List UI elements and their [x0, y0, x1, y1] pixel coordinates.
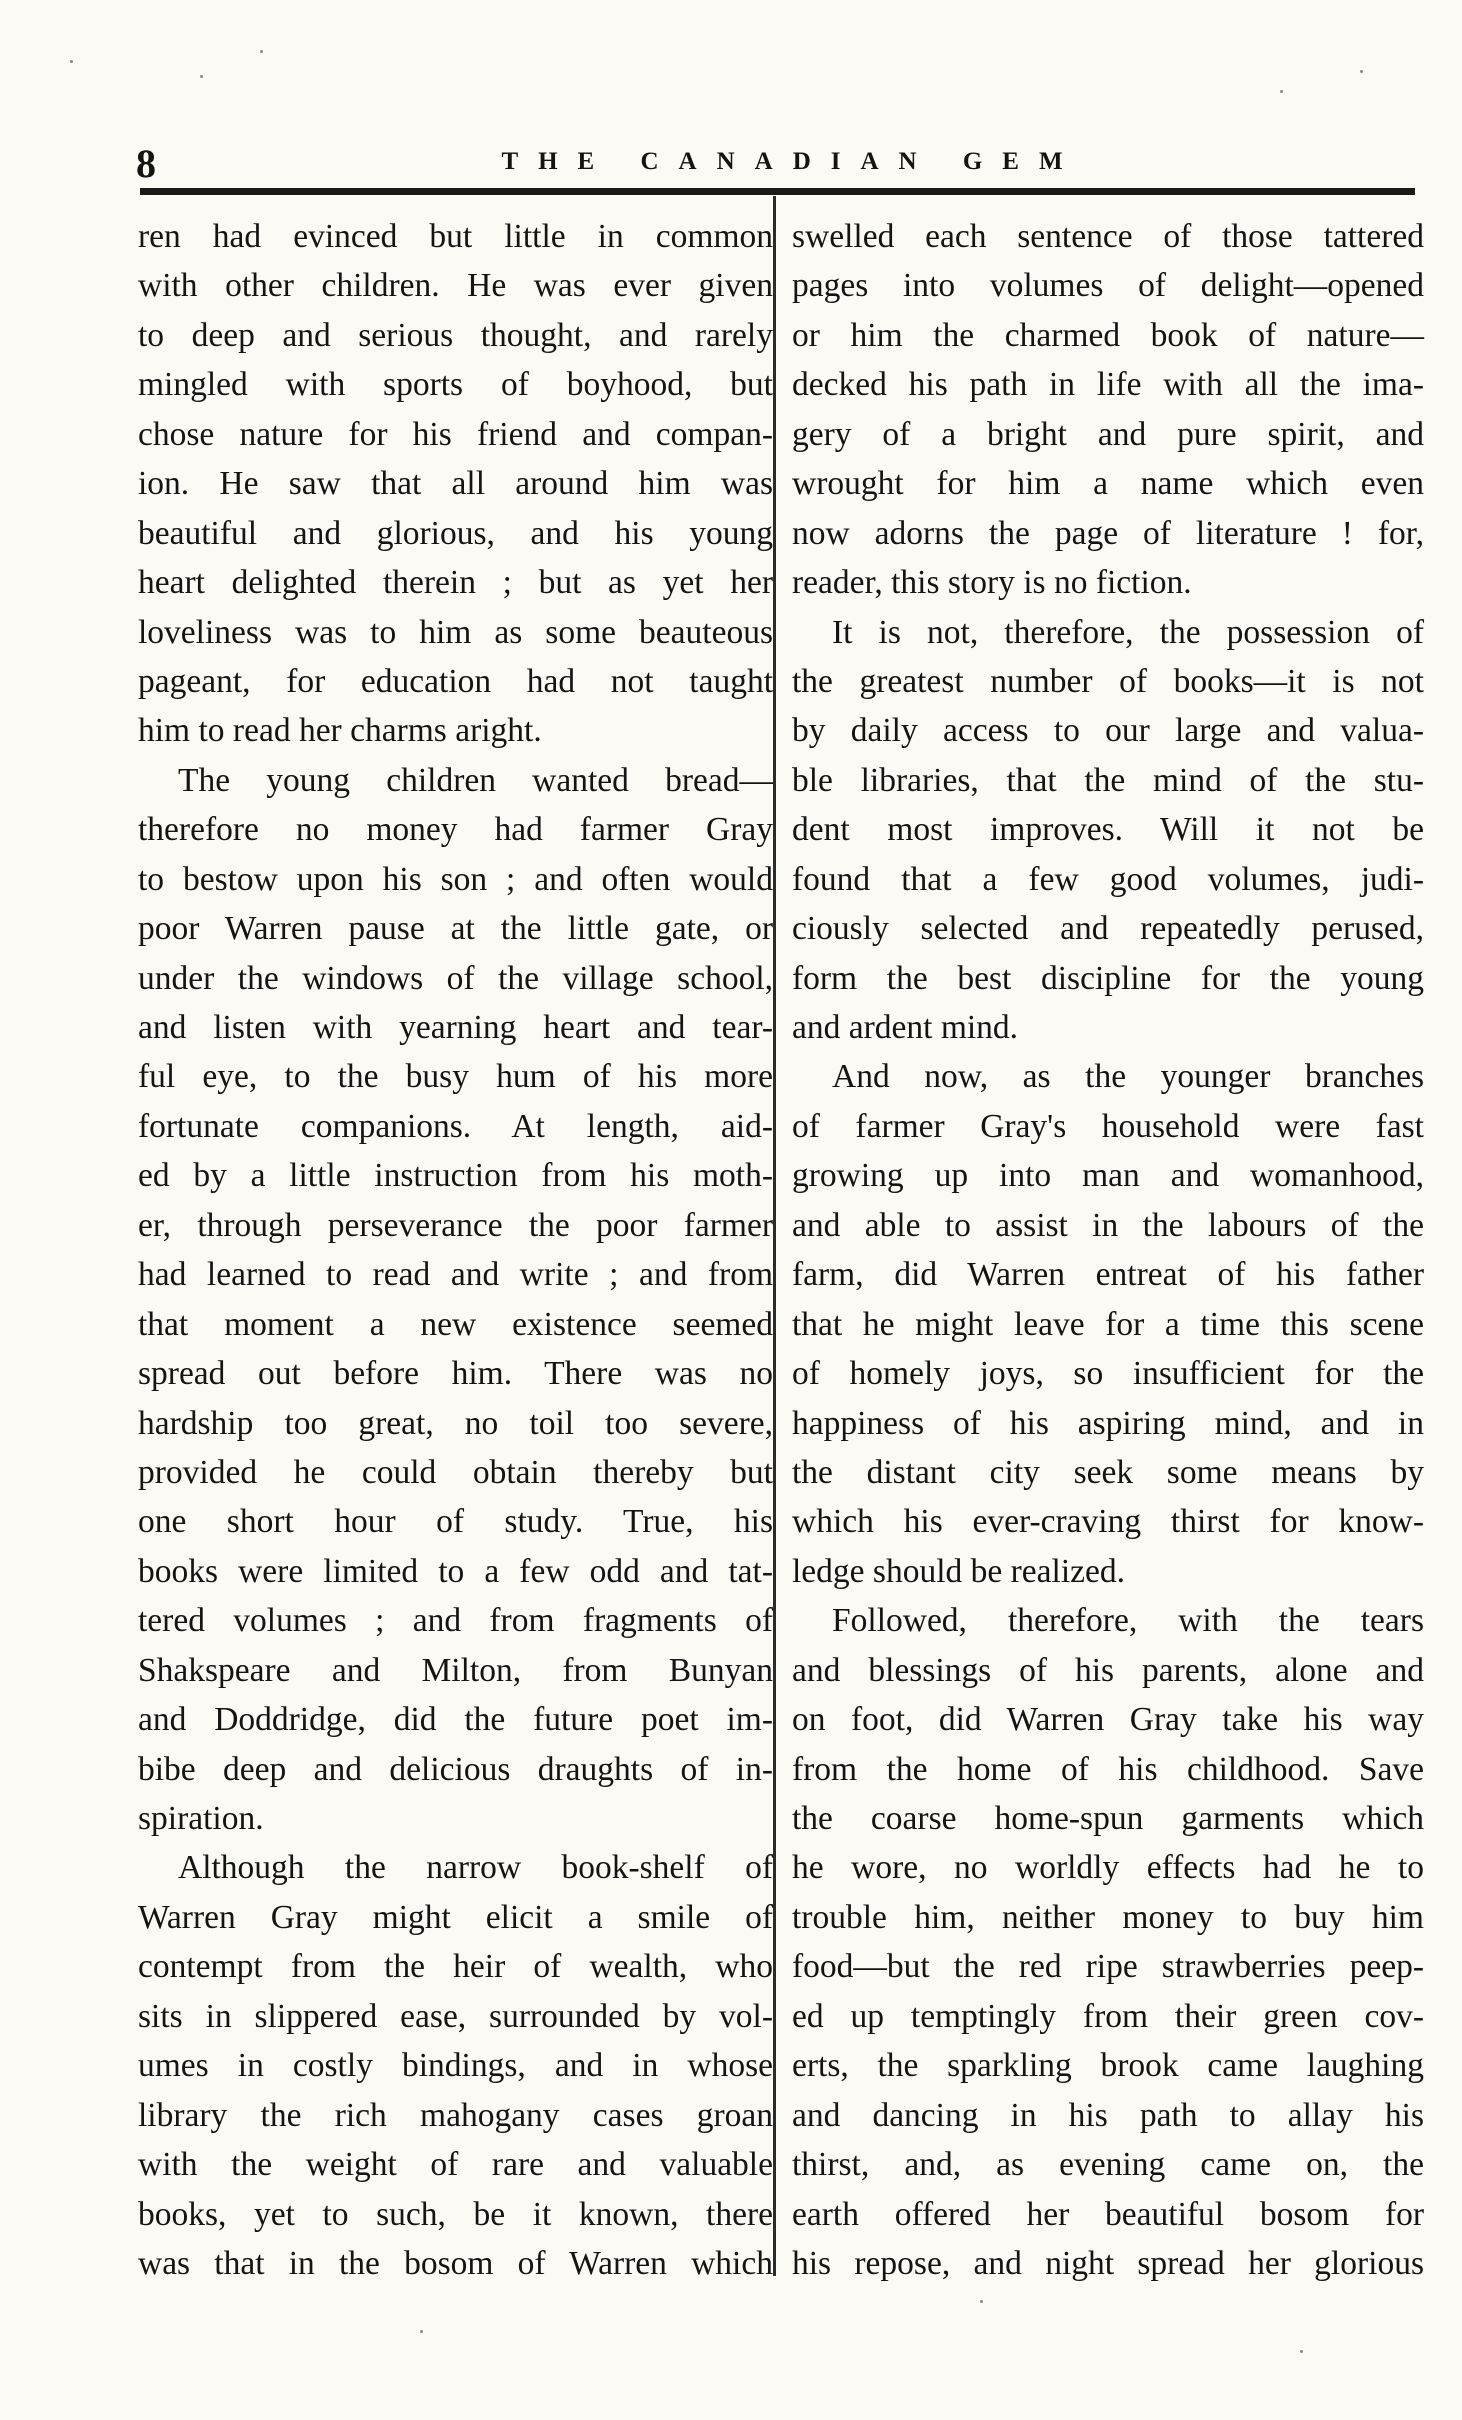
- text-line: on foot, did Warren Gray take his way: [792, 1701, 1424, 1739]
- text-line: wrought for him a name which even: [792, 465, 1424, 503]
- text-line: that moment a new existence seemed: [138, 1305, 773, 1343]
- text-line: form the best discipline for the young: [792, 959, 1424, 997]
- text-line: Followed, therefore, with the tears: [832, 1602, 1424, 1640]
- scan-speck: [980, 2300, 983, 2303]
- text-line: and listen with yearning heart and tear-: [138, 1009, 773, 1046]
- text-line: gery of a bright and pure spirit, and: [792, 415, 1424, 453]
- text-line: that he might leave for a time this scene: [792, 1305, 1424, 1343]
- text-line: the coarse home-spun garments which: [792, 1800, 1424, 1837]
- text-line: It is not, therefore, the possession of: [832, 613, 1424, 651]
- text-line: er, through perseverance the poor farmer: [138, 1206, 773, 1244]
- text-line: under the windows of the village school,: [138, 959, 773, 997]
- text-line: umes in costly bindings, and in whose: [138, 2047, 773, 2085]
- text-line: one short hour of study. True, his: [138, 1503, 773, 1541]
- scan-speck: [1280, 90, 1283, 93]
- text-line: and Doddridge, did the future poet im-: [138, 1701, 773, 1739]
- text-line: of homely joys, so insufficient for the: [792, 1355, 1424, 1393]
- text-line: ciously selected and repeatedly perused,: [792, 910, 1424, 948]
- text-line: contempt from the heir of wealth, who: [138, 1948, 773, 1986]
- text-line: fortunate companions. At length, aid-: [138, 1107, 773, 1145]
- text-line: spiration.: [138, 1800, 264, 1837]
- text-line: he wore, no worldly effects had he to: [792, 1849, 1424, 1887]
- text-line: reader, this story is no fiction.: [792, 564, 1192, 602]
- page-header: [132, 140, 1422, 184]
- text-line: dent most improves. Will it not be: [792, 811, 1424, 849]
- text-line: ledge should be realized.: [792, 1552, 1126, 1590]
- text-line: found that a few good volumes, judi-: [792, 860, 1424, 898]
- text-line: provided he could obtain thereby but: [138, 1453, 773, 1491]
- text-line: tered volumes ; and from fragments of: [138, 1602, 773, 1640]
- text-line: thirst, and, as evening came on, the: [792, 2146, 1424, 2184]
- text-line: library the rich mahogany cases groan: [138, 2096, 773, 2134]
- left-column: [138, 212, 773, 2288]
- text-line: food—but the red ripe strawberries peep-: [792, 1948, 1424, 1986]
- text-line: from the home of his childhood. Save: [792, 1750, 1424, 1788]
- text-line: with the weight of rare and valuable: [138, 2146, 773, 2184]
- text-line: farm, did Warren entreat of his father: [792, 1256, 1424, 1294]
- text-line: and blessings of his parents, alone and: [792, 1651, 1424, 1689]
- text-line: was that in the bosom of Warren which: [138, 2244, 773, 2282]
- text-line: ion. He saw that all around him was: [138, 465, 773, 503]
- text-line: or him the charmed book of nature—: [792, 316, 1424, 354]
- text-line: bibe deep and delicious draughts of in-: [138, 1750, 773, 1788]
- text-line: ble libraries, that the mind of the stu-: [792, 761, 1424, 799]
- text-line: Shakspeare and Milton, from Bunyan: [138, 1651, 773, 1689]
- text-line: to bestow upon his son ; and often would: [138, 860, 773, 898]
- text-line: ren had evinced but little in common: [138, 218, 773, 255]
- text-line: the greatest number of books—it is not: [792, 662, 1424, 700]
- text-line: poor Warren pause at the little gate, or: [138, 910, 773, 948]
- text-line: loveliness was to him as some beauteous: [138, 613, 773, 651]
- text-line: erts, the sparkling brook came laughing: [792, 2047, 1424, 2085]
- text-line: swelled each sentence of those tattered: [792, 218, 1424, 255]
- text-line: earth offered her beautiful bosom for: [792, 2195, 1424, 2233]
- text-line: decked his path in life with all the ima-: [792, 366, 1424, 404]
- text-line: had learned to read and write ; and from: [138, 1256, 773, 1294]
- text-line: happiness of his aspiring mind, and in: [792, 1404, 1424, 1442]
- scan-speck: [70, 60, 73, 63]
- text-line: And now, as the younger branches: [832, 1058, 1424, 1096]
- text-line: heart delighted therein ; but as yet her: [138, 564, 773, 602]
- text-line: books were limited to a few odd and tat-: [138, 1552, 773, 1590]
- text-line: sits in slippered ease, surrounded by vol-: [138, 1997, 773, 2035]
- text-line: and dancing in his path to allay his: [792, 2096, 1424, 2134]
- text-line: to deep and serious thought, and rarely: [138, 316, 773, 354]
- right-column: [792, 212, 1424, 2288]
- text-line: and ardent mind.: [792, 1009, 1019, 1046]
- text-line: ed by a little instruction from his moth-: [138, 1157, 773, 1195]
- text-line: with other children. He was ever given: [138, 267, 773, 305]
- text-line: ful eye, to the busy hum of his more: [138, 1058, 773, 1096]
- text-line: spread out before him. There was no: [138, 1355, 773, 1393]
- running-title: THE CANADIAN GEM: [501, 148, 1083, 175]
- scan-speck: [260, 50, 263, 53]
- scan-speck: [1360, 70, 1363, 73]
- text-line: pageant, for education had not taught: [138, 662, 773, 700]
- text-line: therefore no money had farmer Gray: [138, 811, 773, 849]
- text-line: chose nature for his friend and compan-: [138, 415, 773, 453]
- text-line: the distant city seek some means by: [792, 1453, 1424, 1491]
- text-line: and able to assist in the labours of the: [792, 1206, 1424, 1244]
- text-line: The young children wanted bread—: [178, 761, 773, 799]
- text-line: hardship too great, no toil too severe,: [138, 1404, 773, 1442]
- text-line: mingled with sports of boyhood, but: [138, 366, 773, 404]
- page-number: 8: [136, 141, 156, 186]
- scan-speck: [1300, 2350, 1303, 2353]
- scan-speck: [420, 2330, 423, 2333]
- text-line: his repose, and night spread her glorious: [792, 2244, 1424, 2282]
- text-line: beautiful and glorious, and his young: [138, 514, 773, 552]
- text-line: of farmer Gray's household were fast: [792, 1107, 1424, 1145]
- text-line: now adorns the page of literature ! for,: [792, 514, 1424, 552]
- text-line: by daily access to our large and valua-: [792, 712, 1424, 750]
- text-line: growing up into man and womanhood,: [792, 1157, 1424, 1195]
- column-divider: [773, 196, 776, 2276]
- text-line: which his ever-craving thirst for know-: [792, 1503, 1424, 1541]
- header-rule: [140, 188, 1415, 195]
- text-line: Warren Gray might elicit a smile of: [138, 1898, 773, 1936]
- text-line: Although the narrow book-shelf of: [178, 1849, 773, 1887]
- text-line: him to read her charms aright.: [138, 712, 542, 750]
- text-line: trouble him, neither money to buy him: [792, 1898, 1424, 1936]
- text-line: pages into volumes of delight—opened: [792, 267, 1424, 305]
- text-line: books, yet to such, be it known, there: [138, 2195, 773, 2233]
- text-line: ed up temptingly from their green cov-: [792, 1997, 1424, 2035]
- scan-speck: [200, 75, 203, 78]
